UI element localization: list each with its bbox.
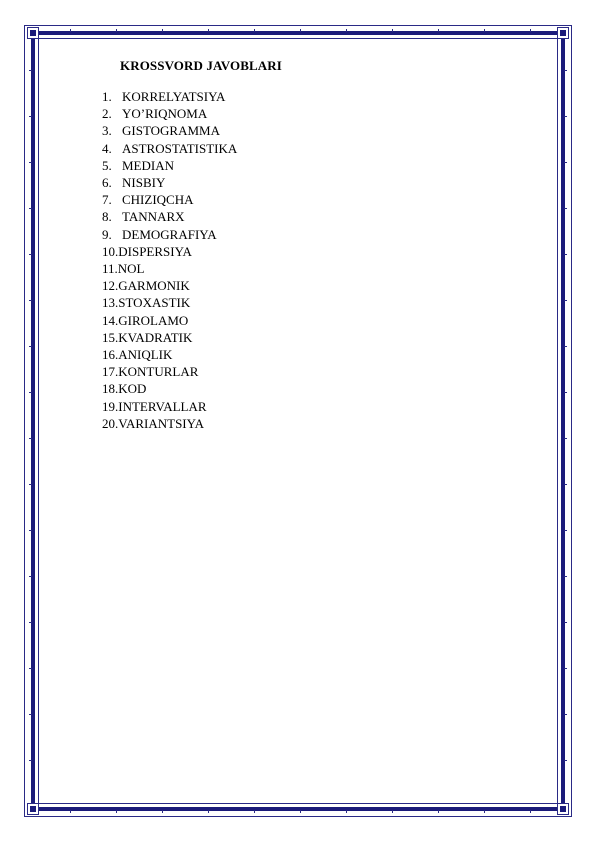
document-title: KROSSVORD JAVOBLARI	[120, 58, 282, 73]
border-tick	[29, 70, 32, 71]
border-tick	[564, 760, 567, 761]
border-tick	[564, 530, 567, 531]
border-tick	[29, 162, 32, 163]
border-tick	[29, 116, 32, 117]
answer-number: 17.	[102, 364, 119, 380]
answer-text: KOD	[118, 381, 147, 397]
border-tick	[564, 254, 567, 255]
border-tick	[346, 810, 347, 813]
border-tick	[208, 29, 209, 32]
border-tick	[564, 162, 567, 163]
border-tick	[346, 29, 347, 32]
border-tick	[530, 29, 531, 32]
answer-item	[102, 294, 282, 311]
border-corner-ornament	[557, 803, 569, 815]
border-tick	[29, 622, 32, 623]
answer-text: CHIZIQCHA	[122, 192, 194, 208]
border-tick	[29, 714, 32, 715]
answer-item	[102, 157, 282, 174]
answer-item	[102, 191, 282, 208]
border-tick	[564, 438, 567, 439]
answer-number: 5.	[102, 157, 112, 173]
border-tick	[70, 29, 71, 32]
answer-item	[102, 140, 282, 157]
answer-item	[102, 174, 282, 191]
border-tick	[70, 810, 71, 813]
border-tick	[564, 346, 567, 347]
border-tick	[564, 300, 567, 301]
border-tick	[564, 668, 567, 669]
border-tick	[116, 810, 117, 813]
border-tick	[208, 810, 209, 813]
answer-number: 1.	[102, 89, 112, 104]
answer-text: YO’RIQNOMA	[122, 106, 208, 122]
border-tick	[564, 484, 567, 485]
border-tick	[564, 622, 567, 623]
border-tick	[29, 530, 32, 531]
answer-item	[102, 398, 282, 415]
answer-number: 3.	[102, 123, 112, 139]
border-tick	[438, 810, 439, 813]
answer-item	[102, 363, 282, 380]
border-tick	[484, 29, 485, 32]
answer-number: 7.	[102, 192, 112, 208]
border-tick	[29, 392, 32, 393]
answer-text: ANIQLIK	[118, 347, 173, 363]
answer-text: ASTROSTATISTIKA	[122, 140, 238, 156]
answer-number: 12.	[102, 278, 119, 294]
answer-number: 9.	[102, 226, 112, 242]
border-tick	[116, 29, 117, 32]
answer-text: DEMOGRAFIYA	[122, 226, 217, 242]
border-tick	[392, 29, 393, 32]
border-corner-ornament	[27, 27, 39, 39]
border-tick	[29, 576, 32, 577]
answer-text: KORRELYATSIYA	[122, 89, 226, 104]
answer-item	[102, 88, 282, 105]
border-tick	[564, 392, 567, 393]
answer-number: 4.	[102, 140, 112, 156]
border-tick	[564, 116, 567, 117]
answer-number: 16.	[102, 347, 119, 363]
border-tick	[392, 810, 393, 813]
answer-item	[102, 243, 282, 260]
answer-item	[102, 260, 282, 277]
answer-text: VARIANTSIYA	[118, 415, 204, 431]
answer-item	[102, 346, 282, 363]
border-tick	[162, 29, 163, 32]
answer-text: NOL	[117, 261, 145, 277]
answer-number: 11.	[102, 261, 118, 277]
border-tick	[484, 810, 485, 813]
answer-item	[102, 208, 282, 225]
document-content	[102, 58, 282, 432]
answer-number: 6.	[102, 175, 112, 191]
answer-number: 14.	[102, 312, 119, 328]
border-tick	[29, 668, 32, 669]
answer-number: 18.	[102, 381, 119, 397]
answer-text: MEDIAN	[122, 157, 174, 173]
answer-text: GARMONIK	[118, 278, 190, 294]
answer-item	[102, 122, 282, 139]
border-tick	[564, 714, 567, 715]
border-tick	[530, 810, 531, 813]
border-tick	[438, 29, 439, 32]
border-tick	[564, 70, 567, 71]
answer-item	[102, 312, 282, 329]
answer-item	[102, 380, 282, 397]
border-tick	[29, 208, 32, 209]
answer-number: 19.	[102, 398, 119, 414]
answer-item	[102, 105, 282, 122]
answer-text: DISPERSIYA	[118, 243, 192, 259]
border-tick	[254, 29, 255, 32]
border-tick	[29, 484, 32, 485]
answer-text: KVADRATIK	[118, 329, 193, 345]
border-tick	[29, 438, 32, 439]
answer-item	[102, 415, 282, 432]
answer-item	[102, 329, 282, 346]
answer-number: 20.	[102, 415, 119, 431]
border-tick	[29, 300, 32, 301]
border-corner-ornament	[557, 27, 569, 39]
border-tick	[564, 576, 567, 577]
answer-item	[102, 277, 282, 294]
answers-list	[102, 88, 282, 432]
border-tick	[300, 810, 301, 813]
answer-text: GISTOGRAMMA	[122, 123, 220, 139]
answer-text: TANNARX	[122, 209, 185, 225]
answer-item	[102, 226, 282, 243]
border-tick	[29, 346, 32, 347]
border-tick	[29, 760, 32, 761]
answer-text: STOXASTIK	[118, 295, 191, 311]
border-corner-ornament	[27, 803, 39, 815]
answer-number: 15.	[102, 329, 119, 345]
answer-number: 8.	[102, 209, 112, 225]
answer-text: GIROLAMO	[118, 312, 189, 328]
border-tick	[162, 810, 163, 813]
border-tick	[254, 810, 255, 813]
border-tick	[29, 254, 32, 255]
border-tick	[300, 29, 301, 32]
answer-text: NISBIY	[122, 175, 166, 191]
answer-text: INTERVALLAR	[118, 398, 207, 414]
answer-number: 13.	[102, 295, 119, 311]
answer-number: 10.	[102, 243, 119, 259]
answer-text: KONTURLAR	[118, 364, 199, 380]
border-tick	[564, 208, 567, 209]
answer-number: 2.	[102, 106, 112, 122]
